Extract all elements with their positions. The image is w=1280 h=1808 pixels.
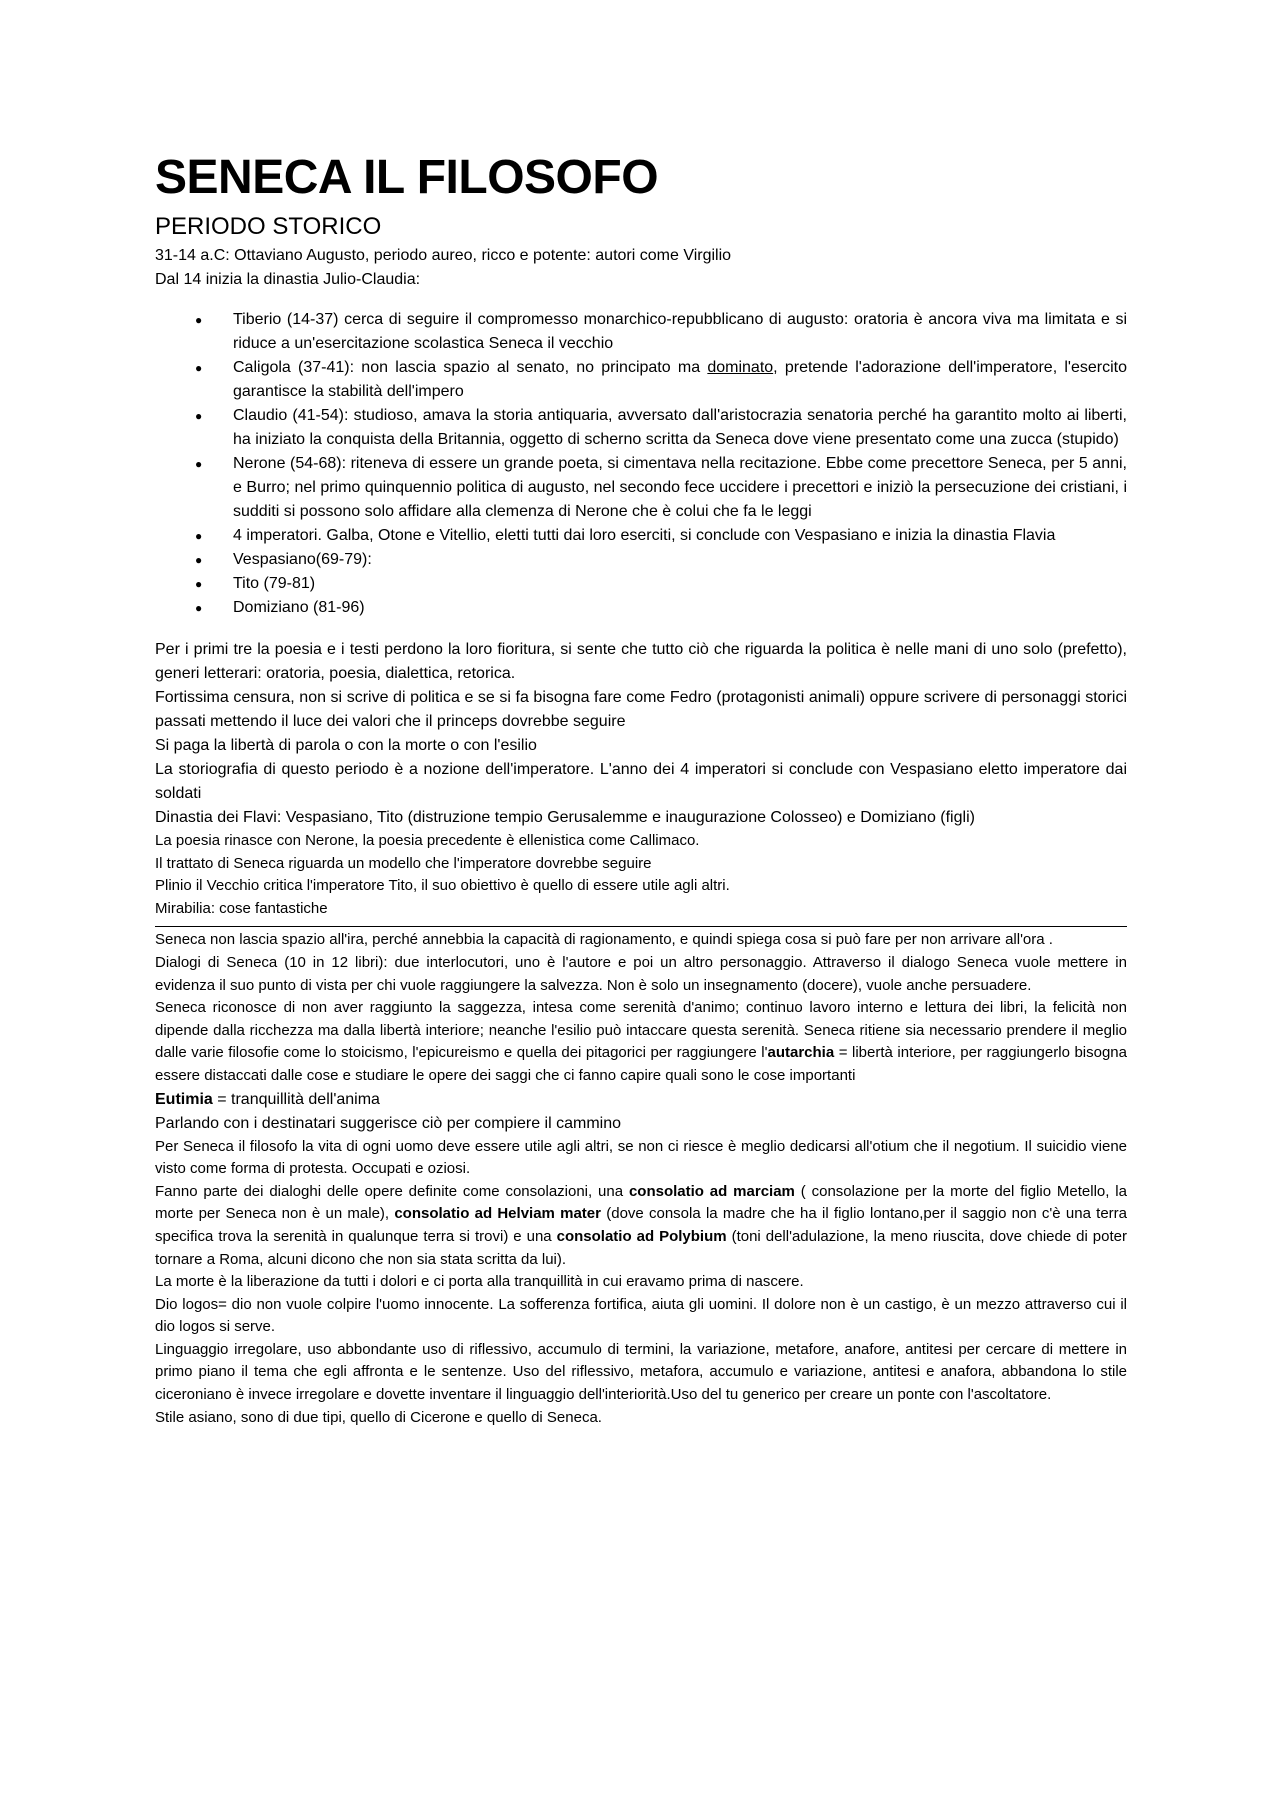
bullet-icon: ● [195, 601, 203, 615]
list-item: ● 4 imperatori. Galba, Otone e Vitellio, eletti tutti dai loro eserciti, si conclude con Vespasiano e inizia la dinastia Flavia [155, 524, 1127, 548]
bold-term: Eutimia [155, 1090, 213, 1108]
paragraph: Dinastia dei Flavi: Vespasiano, Tito (distruzione tempio Gerusalemme e inaugurazione Colosseo) e Domiziano (figli) [155, 809, 975, 826]
list-item: ● Tito (79-81) [155, 572, 1127, 596]
bullet-icon: ● [195, 529, 203, 543]
paragraph: La poesia rinasce con Nerone, la poesia precedente è ellenistica come Callimaco. [155, 832, 700, 849]
paragraph: Per i primi tre la poesia e i testi perdono la loro fioritura, si sente che tutto ciò che riguarda la politica è nelle mani di uno solo (prefetto), generi letterari: oratoria, poesia, dialettica, retorica. [155, 641, 1127, 682]
bullet-icon: ● [195, 409, 203, 423]
divider [155, 926, 1127, 927]
eutimia-line: Eutimia = tranquillità dell'anima [155, 1090, 380, 1108]
bullet-icon: ● [195, 313, 203, 327]
bullet-icon: ● [195, 361, 203, 375]
autarchia-paragraph: Seneca riconosce di non aver raggiunto la saggezza, intesa come serenità d'animo; continuo lavoro interno e lettura dei libri, la felicità non dipende dalla ricchezza ma dalla libertà interiore; neanche l'esilio può intaccare questa serenità. Seneca ritiene sia necessario prendere il meglio dalle varie filosofie come lo stoicismo, l'epicureismo e quella dei pitagorici per raggiungere l'autarchia = libertà interiore, per raggiungerlo bisogna essere distaccati dalle cose e studiare le opere dei saggi che ci fanno capire quali sono le cose importanti [155, 999, 1127, 1084]
intro-line: 31-14 a.C: Ottaviano Augusto, periodo aureo, ricco e potente: autori come Virgilio [155, 247, 732, 264]
bold-term: autarchia [767, 1044, 835, 1062]
bold-term: consolatio ad Polybium [556, 1227, 727, 1245]
paragraph: Stile asiano, sono di due tipi, quello di Cicerone e quello di Seneca. [155, 1408, 602, 1426]
paragraph: La storiografia di questo periodo è a nozione dell'imperatore. L'anno dei 4 imperatori si conclude con Vespasiano eletto imperatore dai soldati [155, 761, 1127, 802]
emperor-list [155, 308, 1127, 620]
intro-line: Dal 14 inizia la dinastia Julio-Claudia: [155, 271, 421, 288]
bullet-icon: ● [195, 553, 203, 567]
paragraph: Plinio il Vecchio critica l'imperatore Tito, il suo obiettivo è quello di essere utile agli altri. [155, 877, 730, 895]
list-item: ● Nerone (54-68): riteneva di essere un grande poeta, si cimentava nella recitazione. Ebbe come precettore Seneca, per 5 anni, e Burro; nel primo quinquennio politica di augusto, nel secondo fece uccidere i precettori e iniziò la persecuzione dei cristiani, i sudditi si possono solo affidare alla clemenza di Nerone che è colui che fa le leggi [155, 452, 1127, 524]
paragraph: Dialogi di Seneca (10 in 12 libri): due interlocutori, uno è l'autore e poi un altro personaggio. Attraverso il dialogo Seneca vuole mettere in evidenza il suo punto di vista per chi vuole raggiungere la salvezza. Non è solo un insegnamento (docere), vuole anche persuadere. [155, 953, 1127, 994]
paragraph: Linguaggio irregolare, uso abbondante uso di riflessivo, accumulo di termini, la variazione, metafore, anafore, antitesi per cercare di mettere in primo piano il tema che egli affronta e le sentenze. Uso del riflessivo, metafora, accumulo e variazione, antitesi e anafora, abbandona lo stile ciceroniano è invece irregolare e dovette inventare il linguaggio dell'interiorità.Uso del tu generico per creare un ponte con l'ascoltatore. [155, 1340, 1127, 1404]
paragraph: Per Seneca il filosofo la vita di ogni uomo deve essere utile agli altri, se non ci riesce è meglio dedicarsi all'otium che il negotium. Il suicidio viene visto come forma di protesta. Occupati e oziosi. [155, 1137, 1127, 1178]
list-item: ● Caligola (37-41): non lascia spazio al senato, no principato ma dominato, pretende l'adorazione dell'imperatore, l'esercito garantisce la stabilità dell'impero [155, 356, 1127, 404]
document-page [155, 148, 1127, 1429]
bold-term: consolatio ad Helviam mater [394, 1205, 601, 1223]
paragraph: Fortissima censura, non si scrive di politica e se si fa bisogna fare come Fedro (protagonisti animali) oppure scrivere di personaggi storici passati mettendo il luce dei valori che il princeps dovrebbe seguire [155, 689, 1127, 730]
list-item: ● Tiberio (14-37) cerca di seguire il compromesso monarchico-repubblicano di augusto: oratoria è ancora viva ma limitata e si riduce a un'esercitazione scolastica Seneca il vecchio [155, 308, 1127, 356]
paragraph: Parlando con i destinatari suggerisce ciò per compiere il cammino [155, 1114, 621, 1132]
list-item: ● Domiziano (81-96) [155, 596, 1127, 620]
bullet-icon: ● [195, 577, 203, 591]
paragraph: Il trattato di Seneca riguarda un modello che l'imperatore dovrebbe seguire [155, 854, 652, 872]
page-title: SENECA IL FILOSOFO [155, 151, 659, 204]
section-heading: PERIODO STORICO [155, 213, 382, 240]
paragraph: Mirabilia: cose fantastiche [155, 899, 328, 917]
list-item: ● Vespasiano(69-79): [155, 548, 1127, 572]
consolazioni-paragraph: Fanno parte dei dialoghi delle opere definite come consolazioni, una consolatio ad marciam ( consolazione per la morte del figlio Metello, la morte per Seneca non è un male), consolatio ad Helviam mater (dove consola la madre che ha il figlio lontano,per il saggio non c'è una terra specifica trova la serenità in qualunque terra si trovi) e una consolatio ad Polybium (toni dell'adulazione, la meno riuscita, dove chiede di poter tornare a Roma, alcuni dicono che non sia stata scritta da lui). [155, 1182, 1127, 1268]
paragraph: Dio logos= dio non vuole colpire l'uomo innocente. La sofferenza fortifica, aiuta gli uomini. Il dolore non è un castigo, è un mezzo attraverso cui il dio logos si serve. [155, 1295, 1127, 1336]
paragraph: Si paga la libertà di parola o con la morte o con l'esilio [155, 737, 537, 754]
bullet-icon: ● [195, 457, 203, 471]
paragraph: Seneca non lascia spazio all'ira, perché annebbia la capacità di ragionamento, e quindi spiega cosa si può fare per non arrivare all'ora . [155, 931, 1053, 949]
list-item: ● Claudio (41-54): studioso, amava la storia antiquaria, avversato dall'aristocrazia senatoria perché ha garantito molto ai liberti, ha iniziato la conquista della Britannia, oggetto di scherno scritta da Seneca dove viene presentato come una zucca (stupido) [155, 404, 1127, 452]
underlined-term: dominato [707, 359, 774, 376]
paragraph: La morte è la liberazione da tutti i dolori e ci porta alla tranquillità in cui eravamo prima di nascere. [155, 1273, 804, 1291]
bold-term: consolatio ad marciam [628, 1182, 795, 1200]
